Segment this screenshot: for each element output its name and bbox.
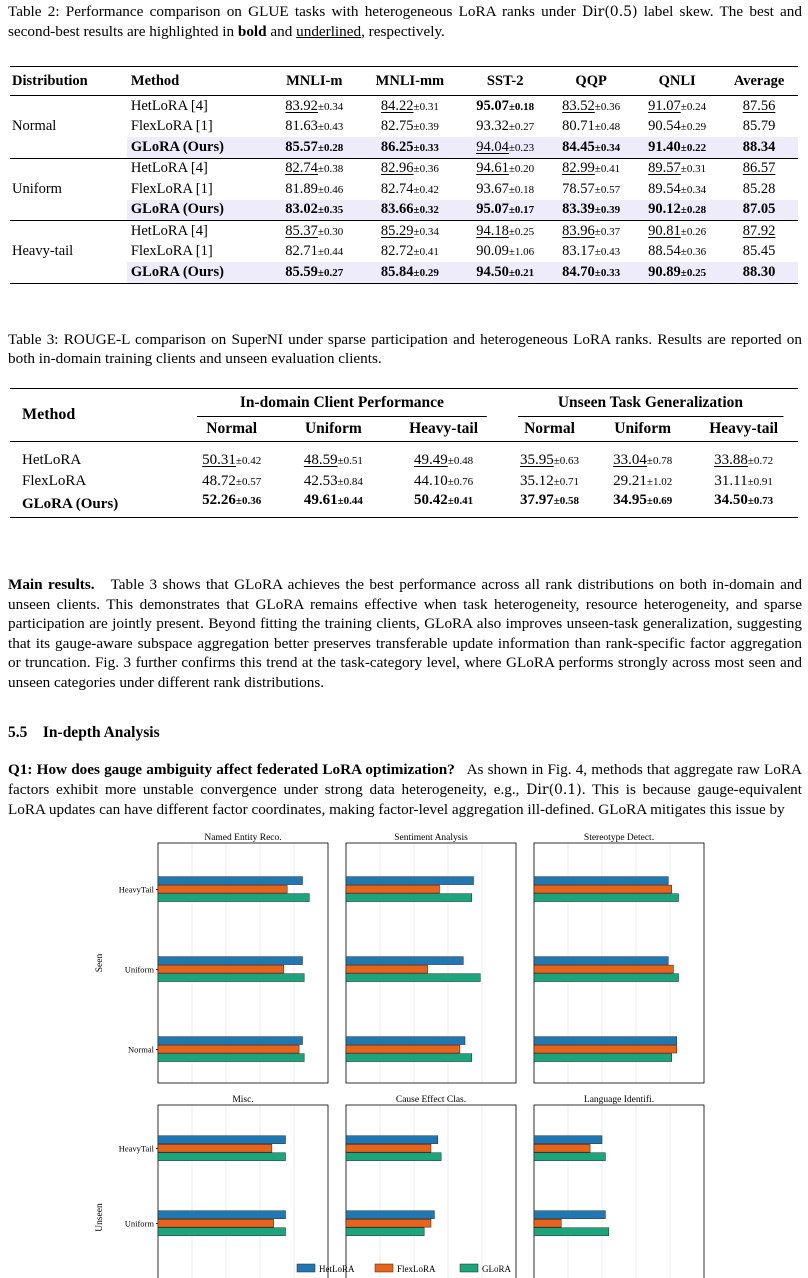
panel-title: Cause Effect Clas.: [395, 1095, 467, 1105]
bar: [346, 1037, 465, 1045]
result-cell: 83.66±0.32: [358, 200, 463, 221]
sub-header: Normal: [503, 417, 596, 442]
panel-title: Language Identifi.: [583, 1095, 655, 1105]
table-row: [10, 242, 798, 263]
bar: [346, 957, 463, 965]
bar: [346, 1219, 431, 1227]
method-label: HetLoRA [4]: [127, 221, 271, 242]
table2-header: QQP: [548, 67, 634, 96]
result-cell: 83.39±0.39: [548, 200, 634, 221]
result-cell: 82.75±0.39: [380, 118, 439, 135]
result-cell: 81.63±0.43: [285, 118, 344, 135]
result-cell: 90.81±0.26: [634, 221, 720, 242]
result-cell: 85.28: [742, 180, 776, 197]
result-cell: 48.59±0.51: [303, 452, 363, 468]
sub-header: Heavy-tail: [689, 417, 798, 442]
bar: [534, 1219, 561, 1227]
result-cell: 82.99±0.41: [548, 158, 634, 179]
bar: [534, 894, 679, 902]
main-results-paragraph: Main results. Table 3 shows that GLoRA achieves the best performance across all rank distributions on both in-domain and unseen clients. This demonstrates that GLoRA remains effective when task heterogeneity, resource heterogeneity, and sparse participation are jointly present. Beyond fitting the training clients, GLoRA also improves unseen-task generalization, suggesting that its gauge-aware subspace aggregation better preserves transferable update information than rank-specific factor aggregation or truncation. Fig. 3 further confirms this trend at the task-category level, where GLoRA performs strongly across most seen and unseen categories under different rank distributions.: [8, 576, 802, 691]
bar: [534, 877, 668, 885]
bar: [158, 1037, 303, 1045]
result-cell: 48.72±0.57: [202, 473, 262, 489]
table2-header: SST-2: [462, 67, 548, 96]
result-cell: 33.88±0.72: [714, 452, 774, 468]
result-cell: 37.97±0.58: [503, 492, 596, 518]
method-label: GLoRA (Ours): [127, 262, 271, 283]
result-cell: 91.07±0.24: [634, 96, 720, 117]
table-row: [10, 200, 798, 221]
bar: [346, 1211, 434, 1219]
result-cell: 89.54±0.34: [648, 180, 707, 197]
result-cell: 88.30: [720, 262, 798, 283]
result-cell: 29.21±1.02: [613, 473, 673, 489]
result-cell: 49.61±0.44: [283, 492, 385, 518]
table2-caption: Table 2: Performance comparison on GLUE tasks with heterogeneous LoRA ranks under Dir(0.5) label skew. The best and second-best results are highlighted in bold and underlined, respectively.: [8, 3, 802, 40]
panel-frame: [158, 1105, 328, 1278]
result-cell: 82.72±0.41: [380, 243, 439, 260]
result-cell: 82.74±0.42: [380, 180, 439, 197]
bar: [346, 877, 474, 885]
method-label: HetLoRA [4]: [127, 158, 271, 179]
result-cell: 31.11±0.91: [714, 473, 773, 489]
bar: [346, 965, 428, 973]
bar: [346, 1228, 424, 1236]
legend-swatch: [375, 1264, 393, 1272]
chart-panel: [534, 833, 704, 1083]
bar: [158, 1153, 286, 1161]
result-cell: 34.95±0.69: [596, 492, 689, 518]
bar: [534, 1153, 605, 1161]
table-row: [10, 158, 798, 179]
bar: [534, 974, 679, 982]
result-cell: 82.74±0.38: [271, 158, 358, 179]
result-cell: 83.96±0.37: [548, 221, 634, 242]
method-label: FlexLoRA: [22, 473, 87, 489]
sub-header: Normal: [181, 417, 283, 442]
chart-panel: [95, 833, 328, 1083]
bar: [346, 974, 480, 982]
legend-swatch: [297, 1264, 315, 1272]
legend: [297, 1264, 512, 1274]
chart-panel: [341, 1094, 522, 1278]
row-label: Seen: [95, 953, 105, 973]
result-cell: 44.10±0.76: [414, 473, 474, 489]
bar: [158, 957, 303, 965]
method-label: GLoRA (Ours): [10, 492, 181, 518]
rouge-l-category-chart: [88, 832, 718, 1278]
table2-header: QNLI: [634, 67, 720, 96]
bar: [534, 1136, 602, 1144]
result-cell: 83.52±0.36: [548, 96, 634, 117]
sub-header: Uniform: [283, 417, 385, 442]
bar: [346, 885, 440, 893]
result-cell: 90.54±0.29: [648, 118, 707, 135]
result-cell: 95.07±0.17: [462, 200, 548, 221]
table2-header: MNLI-m: [271, 67, 358, 96]
table-row: [10, 471, 798, 492]
method-label: HetLoRA: [22, 452, 82, 468]
bar: [158, 1228, 286, 1236]
result-cell: 85.57±0.28: [271, 137, 358, 158]
result-cell: 50.42±0.41: [384, 492, 503, 518]
bar: [346, 1136, 438, 1144]
result-cell: 90.09±1.06: [476, 243, 535, 260]
result-cell: 85.37±0.30: [271, 221, 358, 242]
bar: [158, 1136, 286, 1144]
bar: [534, 885, 672, 893]
result-cell: 93.67±0.18: [476, 180, 535, 197]
method-label: FlexLoRA [1]: [130, 118, 213, 135]
result-cell: 85.59±0.27: [271, 262, 358, 283]
panel-title: Sentiment Analysis: [394, 833, 468, 843]
bar: [158, 1045, 299, 1053]
result-cell: 86.57: [720, 158, 798, 179]
bar: [158, 894, 309, 902]
table-row: [10, 262, 798, 283]
section-heading: 5.5 In-depth Analysis: [8, 724, 160, 741]
table2-header: Distribution: [10, 67, 127, 96]
bar: [534, 1144, 590, 1152]
table-row: [10, 492, 798, 518]
bar: [158, 885, 287, 893]
table3-caption: Table 3: ROUGE-L comparison on SuperNI under sparse participation and heterogeneous LoRA ranks. Results are reported on both in-domain training clients and unseen evaluation clients.: [8, 331, 802, 367]
result-cell: 90.89±0.25: [634, 262, 720, 283]
result-cell: 90.12±0.28: [634, 200, 720, 221]
table3-header-row: [10, 389, 798, 418]
panel-title: Named Entity Reco.: [204, 833, 282, 843]
method-label: HetLoRA [4]: [127, 96, 271, 117]
result-cell: 87.92: [720, 221, 798, 242]
row-label: Unseen: [95, 1203, 105, 1232]
bar: [534, 1211, 605, 1219]
result-cell: 94.50±0.21: [462, 262, 548, 283]
bar: [158, 974, 304, 982]
table-row: [10, 221, 798, 242]
result-cell: 34.50±0.73: [689, 492, 798, 518]
chart-panel: [95, 1095, 333, 1278]
bar: [534, 965, 673, 973]
result-cell: 82.96±0.36: [358, 158, 463, 179]
group-header: In-domain Client Performance: [181, 389, 503, 418]
q1-paragraph: Q1: How does gauge ambiguity affect federated LoRA optimization? As shown in Fig. 4, methods that aggregate raw LoRA factors exhibit more unstable convergence under strong data heterogeneity, e.g., Dir(0.1). This is because gauge-equivalent LoRA updates can have different factor coordinates, making factor-level aggregation ill-defined. GLoRA mitigates this issue by: [8, 761, 802, 818]
result-cell: 86.25±0.33: [358, 137, 463, 158]
result-cell: 94.18±0.25: [462, 221, 548, 242]
table-row: [10, 96, 798, 117]
legend-swatch: [460, 1264, 478, 1272]
result-cell: 94.04±0.23: [462, 137, 548, 158]
category-tick-label: HeavyTail: [118, 884, 154, 895]
result-cell: 84.70±0.33: [548, 262, 634, 283]
result-cell: 88.54±0.36: [648, 243, 707, 260]
group-header: Unseen Task Generalization: [503, 389, 798, 418]
bar: [158, 1054, 304, 1062]
bar: [158, 1219, 274, 1227]
legend-label: FlexLoRA: [397, 1264, 436, 1274]
bar: [346, 894, 472, 902]
result-cell: 83.92±0.34: [271, 96, 358, 117]
bar: [158, 965, 284, 973]
table2-header: Method: [127, 67, 271, 96]
table-row: [10, 137, 798, 158]
panel-title: Misc.: [232, 1095, 254, 1105]
result-cell: 91.40±0.22: [634, 137, 720, 158]
glue-results-table: [10, 66, 798, 284]
result-cell: 85.84±0.29: [358, 262, 463, 283]
result-cell: 42.53±0.84: [303, 473, 363, 489]
sub-header: Heavy-tail: [384, 417, 503, 442]
result-cell: 87.56: [720, 96, 798, 117]
table-row: [10, 117, 798, 138]
bar: [158, 877, 303, 885]
result-cell: 84.22±0.31: [358, 96, 463, 117]
panel-frame: [534, 1105, 704, 1278]
result-cell: 81.89±0.46: [285, 180, 344, 197]
bar: [534, 1037, 677, 1045]
bar: [534, 1054, 672, 1062]
result-cell: 87.05: [720, 200, 798, 221]
bar: [346, 1153, 441, 1161]
result-cell: 78.57±0.57: [562, 180, 621, 197]
bar: [534, 1228, 609, 1236]
method-label: GLoRA (Ours): [127, 200, 271, 221]
result-cell: 95.07±0.18: [462, 96, 548, 117]
bar: [346, 1045, 460, 1053]
result-cell: 89.57±0.31: [634, 158, 720, 179]
chart-panel: [529, 1094, 710, 1278]
category-tick-label: HeavyTail: [118, 1143, 154, 1154]
bar: [534, 1045, 677, 1053]
result-cell: 83.02±0.35: [271, 200, 358, 221]
method-label: FlexLoRA [1]: [130, 180, 213, 197]
result-cell: 84.45±0.34: [548, 137, 634, 158]
chart-panel: [346, 833, 516, 1083]
bar: [346, 1054, 472, 1062]
result-cell: 49.49±0.48: [414, 452, 474, 468]
bar: [158, 1144, 272, 1152]
distribution-label: Heavy-tail: [10, 221, 127, 284]
result-cell: 94.61±0.20: [462, 158, 548, 179]
result-cell: 88.34: [720, 137, 798, 158]
panel-frame: [346, 1105, 516, 1278]
result-cell: 85.79: [742, 118, 776, 135]
result-cell: 83.17±0.43: [562, 243, 621, 260]
table-row: [10, 450, 798, 471]
table2-header: Average: [720, 67, 798, 96]
category-tick-label: Normal: [128, 1044, 154, 1055]
distribution-label: Uniform: [10, 158, 127, 221]
result-cell: 35.95±0.63: [519, 452, 579, 468]
distribution-label: Normal: [10, 96, 127, 159]
result-cell: 35.12±0.71: [519, 473, 579, 489]
bar: [346, 1144, 431, 1152]
sub-header: Uniform: [596, 417, 689, 442]
result-cell: 82.71±0.44: [285, 243, 344, 260]
table2-header: MNLI-mm: [358, 67, 463, 96]
result-cell: 80.71±0.48: [562, 118, 621, 135]
result-cell: 33.04±0.78: [613, 452, 673, 468]
result-cell: 93.32±0.27: [476, 118, 535, 135]
bar: [534, 957, 668, 965]
result-cell: 85.29±0.34: [358, 221, 463, 242]
legend-label: GLoRA: [482, 1264, 511, 1274]
superni-results-table: [10, 388, 798, 518]
method-label: GLoRA (Ours): [127, 137, 271, 158]
method-label: FlexLoRA [1]: [130, 243, 213, 260]
legend-label: HetLoRA: [319, 1264, 355, 1274]
result-cell: 52.26±0.36: [181, 492, 283, 518]
method-header: Method: [10, 389, 181, 442]
table-row: [10, 179, 798, 200]
category-tick-label: Uniform: [124, 964, 154, 975]
result-cell: 50.31±0.42: [202, 452, 262, 468]
result-cell: 85.45: [742, 243, 776, 260]
panel-title: Stereotype Detect.: [583, 833, 655, 843]
bar: [158, 1211, 286, 1219]
category-tick-label: Uniform: [124, 1218, 154, 1229]
